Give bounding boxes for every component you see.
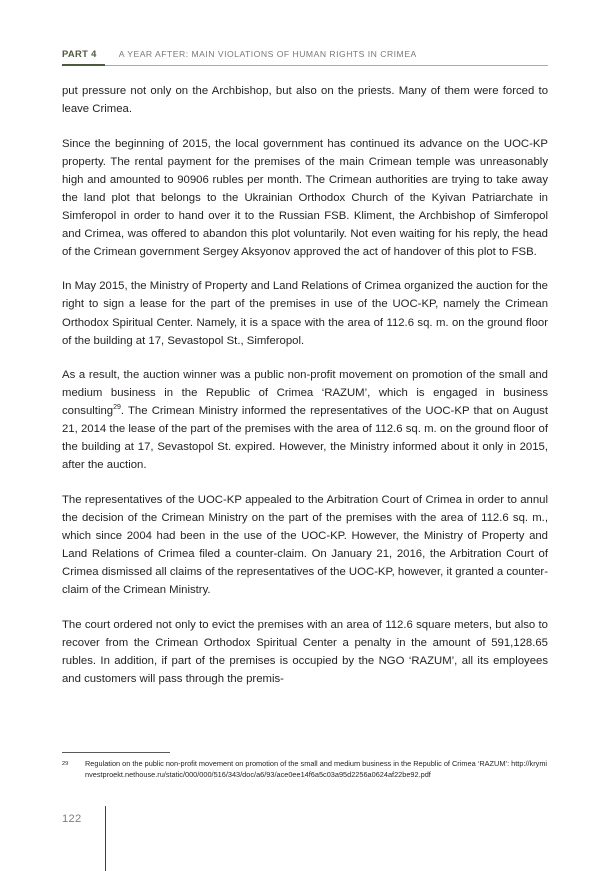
footnote-block xyxy=(62,752,548,781)
footnote-text: Regulation on the public non-profit movement on promotion of the small and medium business in the Republic of Crimea ‘RAZUM’: xyxy=(85,759,512,768)
footnote-url[interactable]: http://kryminvestproekt.nethouse.ru/static/000/000/516/343/doc/a6/93/ace0ee14f6a5c03a95d2256a0624af22be92.pdf xyxy=(85,759,548,780)
paragraph-2: Since the beginning of 2015, the local government has continued its advance on the UOC-KP property. The rental payment for the premises of the main Crimean temple was unreasonably high and amounted to 90906 rubles per month. The Crimean authorities are trying to take away the land plot that belongs to the Ukrainian Orthodox Church of the Kyivan Patriarchate in Simferopol in order to hand over it to the Russian FSB. Kliment, the Archbishop of Simferopol and Crimea, was offered to abandon this plot voluntarily. Not even waiting for his reply, the head of the Crimean government Sergey Aksyonov approved the act of handover of this plot to FSB. xyxy=(62,137,548,258)
footnote-separator-rule xyxy=(62,752,170,753)
page-number: 122 xyxy=(62,813,82,825)
paragraph-4 xyxy=(62,366,548,474)
footnote-number: 29 xyxy=(62,760,69,767)
header-rule-accent xyxy=(62,64,105,66)
header-rule xyxy=(62,65,548,66)
paragraph-4-tail: . The Crimean Ministry informed the representatives of the UOC-KP that on August 21, 2014 the lease of the part of the premises with the area of 112.6 sq. m. on the ground floor of the building at 17, Sevastopol St. expired. However, the Ministry informed about it only in 2015, after the auction. xyxy=(62,405,548,472)
paragraph-4-head: As a result, the auction winner was a public non-profit movement on promotion of the small and medium business in the Republic of Crimea ‘RAZUM’, which is engaged in business consulting xyxy=(62,369,548,418)
running-header xyxy=(62,48,548,68)
paragraph-1: put pressure not only on the Archbishop, but also on the priests. Many of them were forced to leave Crimea. xyxy=(62,85,548,116)
footnote-item xyxy=(62,758,548,781)
body-text-column xyxy=(62,82,548,688)
paragraph-5: The representatives of the UOC-KP appealed to the Arbitration Court of Crimea in order to annul the decision of the Crimean Ministry on the part of the premises with the area of 112.6 sq. m., which since 2004 had been in the use of the UOC-KP. However, the Ministry of Property and Land Relations of Crimea filed a counter-claim. On January 21, 2016, the Arbitration Court of Crimea dismissed all claims of the representatives of the UOC-KP, however, it granted a counter-claim of the Crimean Ministry. xyxy=(62,493,548,597)
paragraph-6: The court ordered not only to evict the premises with an area of 112.6 square meters, but also to recover from the Crimean Orthodox Spiritual Center a penalty in the amount of 591,128.65 rubles. In addition, if part of the premises is occupied by the NGO ‘RAZUM’, all its employees and customers will pass through the premis- xyxy=(62,618,548,685)
header-title: A YEAR AFTER: MAIN VIOLATIONS OF HUMAN RIGHTS IN CRIMEA xyxy=(118,49,417,59)
margin-rule xyxy=(105,806,106,871)
footnote-reference-29[interactable]: 29 xyxy=(113,404,121,412)
paragraph-3: In May 2015, the Ministry of Property and Land Relations of Crimea organized the auction for the right to sign a lease for the part of the premises in use of the UOC-KP, namely the Crimean Orthodox Spiritual Center. Namely, it is a space with the area of 112.6 sq. m. on the ground floor of the building at 17, Sevastopol St., Simferopol. xyxy=(62,280,548,347)
part-label: PART 4 xyxy=(62,48,97,59)
